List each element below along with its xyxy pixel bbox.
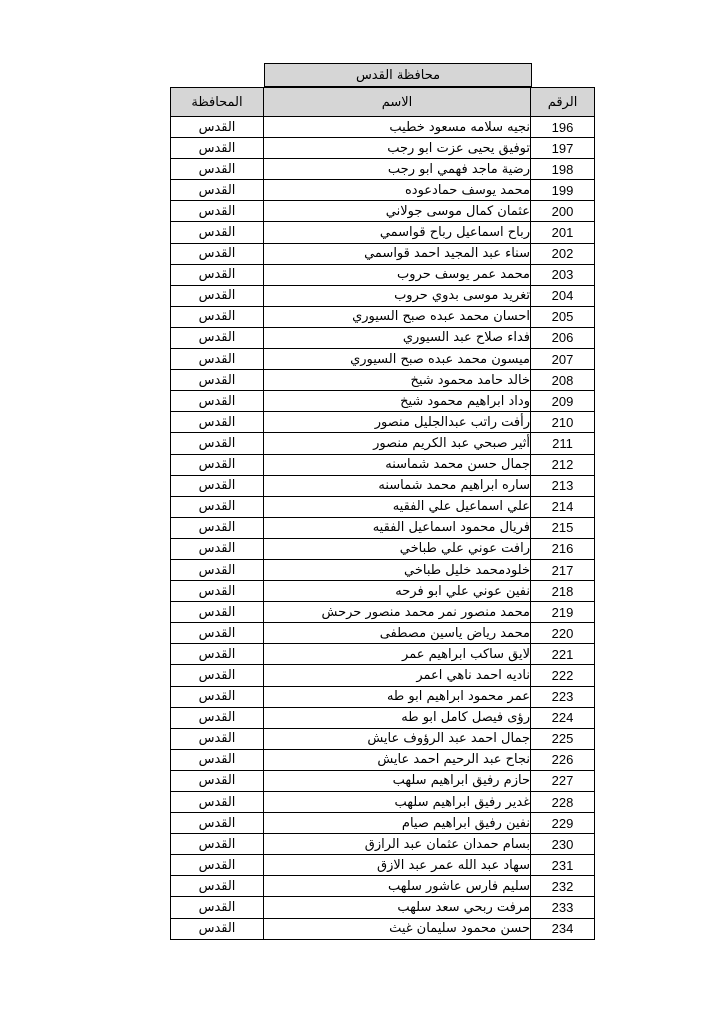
row-governorate: القدس: [171, 517, 264, 538]
table-row: [171, 623, 595, 644]
table-body: [171, 117, 595, 940]
row-governorate: القدس: [171, 538, 264, 559]
table-row: [171, 159, 595, 180]
row-name: محمد يوسف حمادعوده: [264, 180, 531, 201]
row-name: نجاح عبد الرحيم احمد عايش: [264, 749, 531, 770]
row-name: نفين عوني علي ابو فرحه: [264, 581, 531, 602]
row-governorate: القدس: [171, 770, 264, 791]
row-governorate: القدس: [171, 222, 264, 243]
row-name: خالد حامد محمود شيخ: [264, 370, 531, 391]
row-name: بسام حمدان عثمان عبد الرازق: [264, 834, 531, 855]
row-governorate: القدس: [171, 792, 264, 813]
table-row: [171, 306, 595, 327]
row-name: رضية ماجد فهمي ابو رجب: [264, 159, 531, 180]
row-number: 209: [531, 391, 595, 412]
row-name: خلودمحمد خليل طباخي: [264, 559, 531, 580]
table-row: [171, 792, 595, 813]
table-row: [171, 770, 595, 791]
row-name: سناء عبد المجيد احمد قواسمي: [264, 243, 531, 264]
row-name: عثمان كمال موسى جولاني: [264, 201, 531, 222]
row-governorate: القدس: [171, 180, 264, 201]
row-governorate: القدس: [171, 391, 264, 412]
row-number: 214: [531, 496, 595, 517]
table-row: [171, 581, 595, 602]
row-governorate: القدس: [171, 117, 264, 138]
row-number: 224: [531, 707, 595, 728]
row-governorate: القدس: [171, 159, 264, 180]
row-number: 222: [531, 665, 595, 686]
table-row: [171, 707, 595, 728]
table-row: [171, 138, 595, 159]
table-row: [171, 180, 595, 201]
row-name: عمر محمود ابراهيم ابو طه: [264, 686, 531, 707]
row-name: سليم فارس عاشور سلهب: [264, 876, 531, 897]
row-number: 230: [531, 834, 595, 855]
row-governorate: القدس: [171, 834, 264, 855]
row-governorate: القدس: [171, 897, 264, 918]
row-name: جمال حسن محمد شماسنه: [264, 454, 531, 475]
table-row: [171, 433, 595, 454]
row-number: 212: [531, 454, 595, 475]
row-number: 202: [531, 243, 595, 264]
row-number: 231: [531, 855, 595, 876]
row-name: جمال احمد عبد الرؤوف عايش: [264, 728, 531, 749]
column-header-name: الاسم: [264, 88, 531, 117]
table-row: [171, 918, 595, 939]
row-number: 225: [531, 728, 595, 749]
table-row: [171, 222, 595, 243]
row-number: 216: [531, 538, 595, 559]
row-name: رأفت راتب عبدالجليل منصور: [264, 412, 531, 433]
row-name: توفيق يحيى عزت ابو رجب: [264, 138, 531, 159]
row-governorate: القدس: [171, 855, 264, 876]
row-number: 203: [531, 264, 595, 285]
row-number: 218: [531, 581, 595, 602]
row-governorate: القدس: [171, 749, 264, 770]
row-governorate: القدس: [171, 306, 264, 327]
row-number: 220: [531, 623, 595, 644]
row-name: رؤى فيصل كامل ابو طه: [264, 707, 531, 728]
row-name: حازم رفيق ابراهيم سلهب: [264, 770, 531, 791]
roster-table: [170, 87, 595, 940]
row-number: 201: [531, 222, 595, 243]
row-name: محمد عمر يوسف حروب: [264, 264, 531, 285]
table-row: [171, 686, 595, 707]
row-number: 233: [531, 897, 595, 918]
row-number: 226: [531, 749, 595, 770]
row-governorate: القدس: [171, 349, 264, 370]
row-governorate: القدس: [171, 370, 264, 391]
row-name: غدير رفيق ابراهيم سلهب: [264, 792, 531, 813]
row-number: 204: [531, 285, 595, 306]
table-row: [171, 391, 595, 412]
row-number: 199: [531, 180, 595, 201]
row-name: نفين رفيق ابراهيم صيام: [264, 813, 531, 834]
row-governorate: القدس: [171, 918, 264, 939]
row-number: 219: [531, 602, 595, 623]
table-row: [171, 327, 595, 348]
table-row: [171, 454, 595, 475]
table-row: [171, 855, 595, 876]
row-name: احسان محمد عبده صبح السيوري: [264, 306, 531, 327]
row-number: 206: [531, 327, 595, 348]
row-number: 223: [531, 686, 595, 707]
row-name: محمد رياض ياسين مصطفى: [264, 623, 531, 644]
table-row: [171, 370, 595, 391]
column-header-number: الرقم: [531, 88, 595, 117]
row-governorate: القدس: [171, 644, 264, 665]
row-name: سهاد عبد الله عمر عبد الازق: [264, 855, 531, 876]
row-name: حسن محمود سليمان غيث: [264, 918, 531, 939]
row-name: رباح اسماعيل رباح قواسمي: [264, 222, 531, 243]
row-name: نجيه سلامه مسعود خطيب: [264, 117, 531, 138]
table-row: [171, 243, 595, 264]
row-number: 217: [531, 559, 595, 580]
row-governorate: القدس: [171, 201, 264, 222]
row-number: 213: [531, 475, 595, 496]
row-governorate: القدس: [171, 243, 264, 264]
table-row: [171, 813, 595, 834]
table-row: [171, 876, 595, 897]
table-row: [171, 517, 595, 538]
row-governorate: القدس: [171, 602, 264, 623]
row-name: ميسون محمد عبده صبح السيوري: [264, 349, 531, 370]
table-row: [171, 285, 595, 306]
row-governorate: القدس: [171, 475, 264, 496]
row-number: 197: [531, 138, 595, 159]
row-name: أثير صبحي عبد الكريم منصور: [264, 433, 531, 454]
row-name: فريال محمود اسماعيل الفقيه: [264, 517, 531, 538]
row-number: 229: [531, 813, 595, 834]
row-governorate: القدس: [171, 559, 264, 580]
table-row: [171, 264, 595, 285]
roster-sheet: [171, 63, 595, 940]
row-number: 198: [531, 159, 595, 180]
table-row: [171, 349, 595, 370]
row-governorate: القدس: [171, 623, 264, 644]
table-row: [171, 897, 595, 918]
table-row: [171, 412, 595, 433]
row-number: 232: [531, 876, 595, 897]
row-governorate: القدس: [171, 285, 264, 306]
row-governorate: القدس: [171, 665, 264, 686]
row-governorate: القدس: [171, 412, 264, 433]
table-row: [171, 728, 595, 749]
row-governorate: القدس: [171, 707, 264, 728]
row-name: علي اسماعيل علي الفقيه: [264, 496, 531, 517]
row-governorate: القدس: [171, 581, 264, 602]
row-name: لايق ساكب ابراهيم عمر: [264, 644, 531, 665]
table-row: [171, 538, 595, 559]
row-governorate: القدس: [171, 264, 264, 285]
row-number: 210: [531, 412, 595, 433]
row-name: رافت عوني علي طباخي: [264, 538, 531, 559]
table-row: [171, 117, 595, 138]
row-governorate: القدس: [171, 728, 264, 749]
row-name: ناديه احمد ناهي اعمر: [264, 665, 531, 686]
row-governorate: القدس: [171, 876, 264, 897]
row-governorate: القدس: [171, 327, 264, 348]
row-name: تغريد موسى بدوي حروب: [264, 285, 531, 306]
table-row: [171, 749, 595, 770]
row-governorate: القدس: [171, 454, 264, 475]
row-governorate: القدس: [171, 496, 264, 517]
row-number: 200: [531, 201, 595, 222]
row-number: 208: [531, 370, 595, 391]
row-number: 227: [531, 770, 595, 791]
row-governorate: القدس: [171, 433, 264, 454]
table-row: [171, 834, 595, 855]
table-row: [171, 665, 595, 686]
row-governorate: القدس: [171, 813, 264, 834]
header-row: [171, 88, 595, 117]
row-number: 215: [531, 517, 595, 538]
row-name: مرفت ربحي سعد سلهب: [264, 897, 531, 918]
row-number: 228: [531, 792, 595, 813]
row-name: ساره ابراهيم محمد شماسنه: [264, 475, 531, 496]
row-name: محمد منصور نمر محمد منصور حرحش: [264, 602, 531, 623]
table-row: [171, 201, 595, 222]
row-number: 196: [531, 117, 595, 138]
row-governorate: القدس: [171, 138, 264, 159]
row-name: وداد ابراهيم محمود شيخ: [264, 391, 531, 412]
row-number: 211: [531, 433, 595, 454]
table-row: [171, 644, 595, 665]
table-row: [171, 496, 595, 517]
row-name: فداء صلاح عبد السيوري: [264, 327, 531, 348]
row-governorate: القدس: [171, 686, 264, 707]
table-row: [171, 602, 595, 623]
row-number: 221: [531, 644, 595, 665]
table-row: [171, 475, 595, 496]
row-number: 205: [531, 306, 595, 327]
region-title-cell: محافظة القدس: [264, 63, 532, 87]
row-number: 234: [531, 918, 595, 939]
table-row: [171, 559, 595, 580]
column-header-governorate: المحافظة: [171, 88, 264, 117]
row-number: 207: [531, 349, 595, 370]
